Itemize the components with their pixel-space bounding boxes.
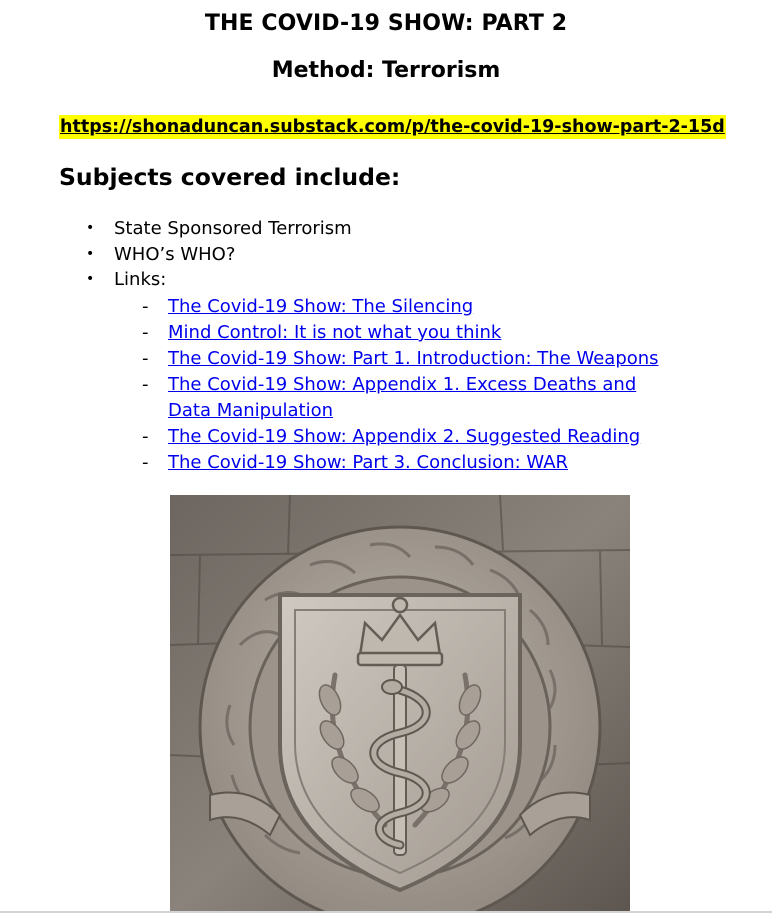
dash-marker: - bbox=[142, 348, 149, 369]
link-the-silencing[interactable]: The Covid-19 Show: The Silencing bbox=[168, 296, 474, 317]
link-part-1[interactable]: The Covid-19 Show: Part 1. Introduction: The Weapons bbox=[168, 348, 659, 369]
subjects-heading: Subjects covered include: bbox=[59, 163, 401, 191]
bullet-marker: • bbox=[86, 271, 95, 287]
page-title: THE COVID-19 SHOW: PART 2 bbox=[204, 11, 568, 36]
dash-marker: - bbox=[142, 322, 149, 343]
link-item bbox=[0, 450, 668, 476]
link-appendix-1[interactable]: The Covid-19 Show: Appendix 1. Excess Deaths and Data Manipulation bbox=[168, 374, 637, 421]
page-subtitle: Method: Terrorism bbox=[271, 58, 501, 83]
bullet-text: WHO’s WHO? bbox=[114, 243, 236, 265]
bullet-marker: • bbox=[86, 220, 95, 236]
dash-marker: - bbox=[142, 426, 149, 447]
bullet-text: Links: bbox=[114, 269, 167, 290]
dash-marker: - bbox=[142, 452, 149, 473]
stone-emblem-graphic bbox=[170, 495, 630, 913]
dash-marker: - bbox=[142, 374, 149, 395]
link-item bbox=[0, 294, 668, 320]
dash-marker: - bbox=[142, 296, 149, 317]
highlighted-url-link[interactable]: https://shonaduncan.substack.com/p/the-covid-19-show-part-2-15d bbox=[60, 117, 725, 137]
link-appendix-2[interactable]: The Covid-19 Show: Appendix 2. Suggested Reading bbox=[168, 426, 641, 447]
links-list bbox=[0, 294, 668, 476]
link-item bbox=[0, 424, 668, 450]
link-mind-control[interactable]: Mind Control: It is not what you think bbox=[168, 322, 502, 343]
bullet-marker: • bbox=[86, 245, 95, 262]
link-item bbox=[0, 346, 668, 372]
link-item bbox=[0, 372, 668, 424]
link-item bbox=[0, 320, 668, 346]
bullet-text: State Sponsored Terrorism bbox=[114, 218, 352, 239]
stone-emblem-image bbox=[170, 495, 630, 913]
link-part-3[interactable]: The Covid-19 Show: Part 3. Conclusion: WAR bbox=[168, 452, 569, 473]
